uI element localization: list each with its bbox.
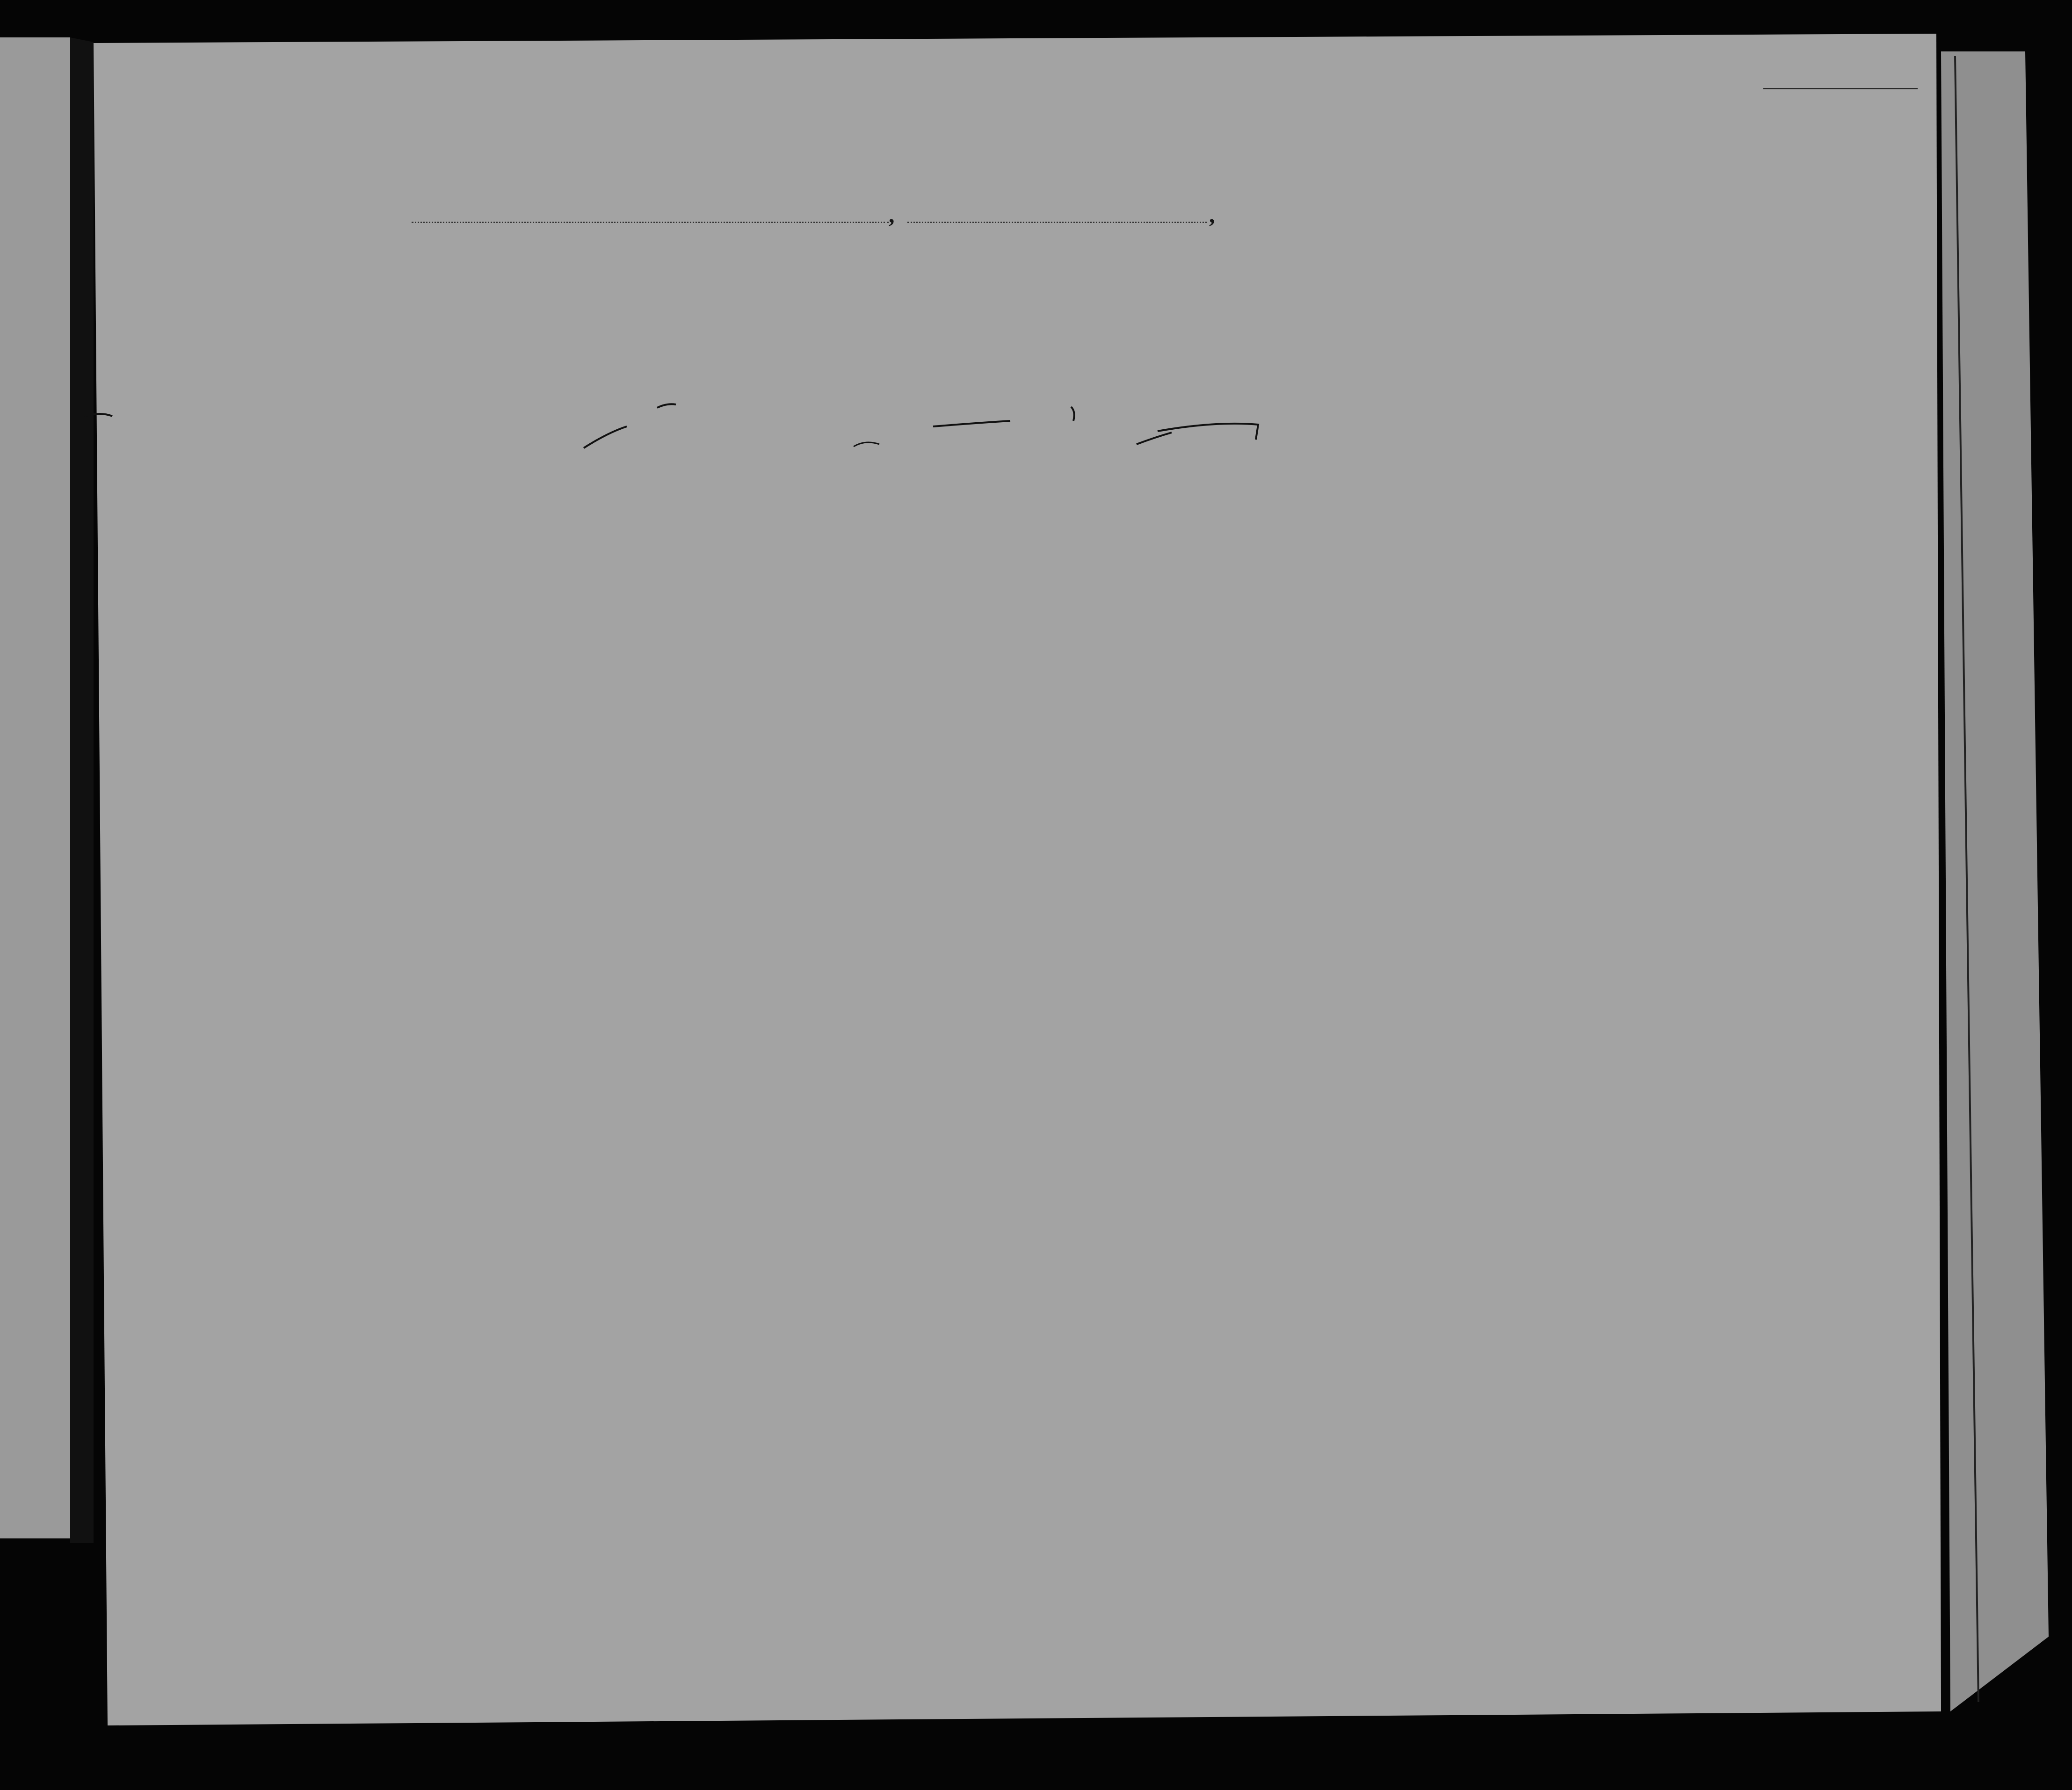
list-underline: [1763, 88, 1918, 89]
arriving-comma: ,: [889, 202, 895, 228]
arriving-dotted-line: [412, 222, 889, 223]
date-dotted-line: [907, 222, 1207, 223]
date-comma: ,: [1209, 202, 1215, 228]
